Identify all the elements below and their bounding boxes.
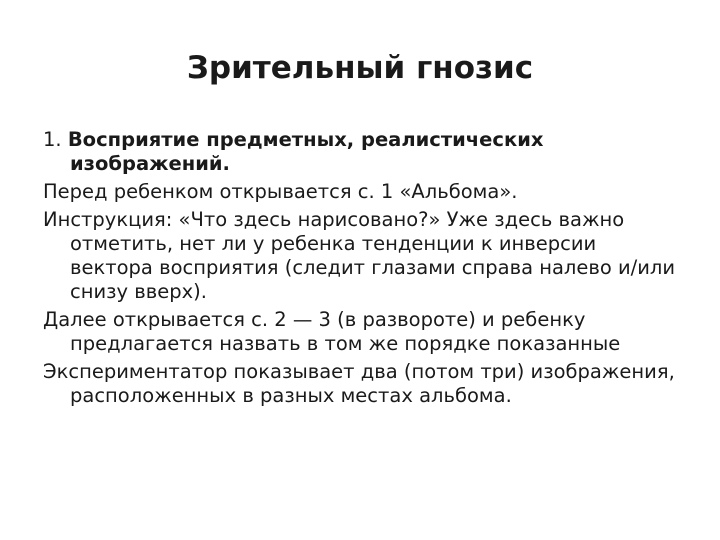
paragraph-heading: Восприятие предметных, реалистических изображений.	[67, 128, 544, 175]
paragraph-5: Экспериментатор показывает два (потом три) изображения, расположенных в разных местах альбома.	[43, 360, 675, 407]
paragraph-2: Перед ребенком открывается с. 1 «Альбома».	[43, 180, 518, 203]
paragraph-4: Далее открывается с. 2 — 3 (в развороте) и ребенку предлагается назвать в том же порядке показанные	[43, 308, 621, 355]
slide-body	[43, 128, 683, 412]
paragraph-1	[43, 128, 683, 176]
paragraph-number: 1.	[43, 128, 62, 151]
paragraph-3: Инструкция: «Что здесь нарисовано?» Уже здесь важно отметить, нет ли у ребенка тенденции к инверсии вектора восприятия (следит глазами справа налево и/или снизу вверх).	[43, 208, 676, 303]
slide-title: Зрительный гнозис	[186, 50, 534, 86]
